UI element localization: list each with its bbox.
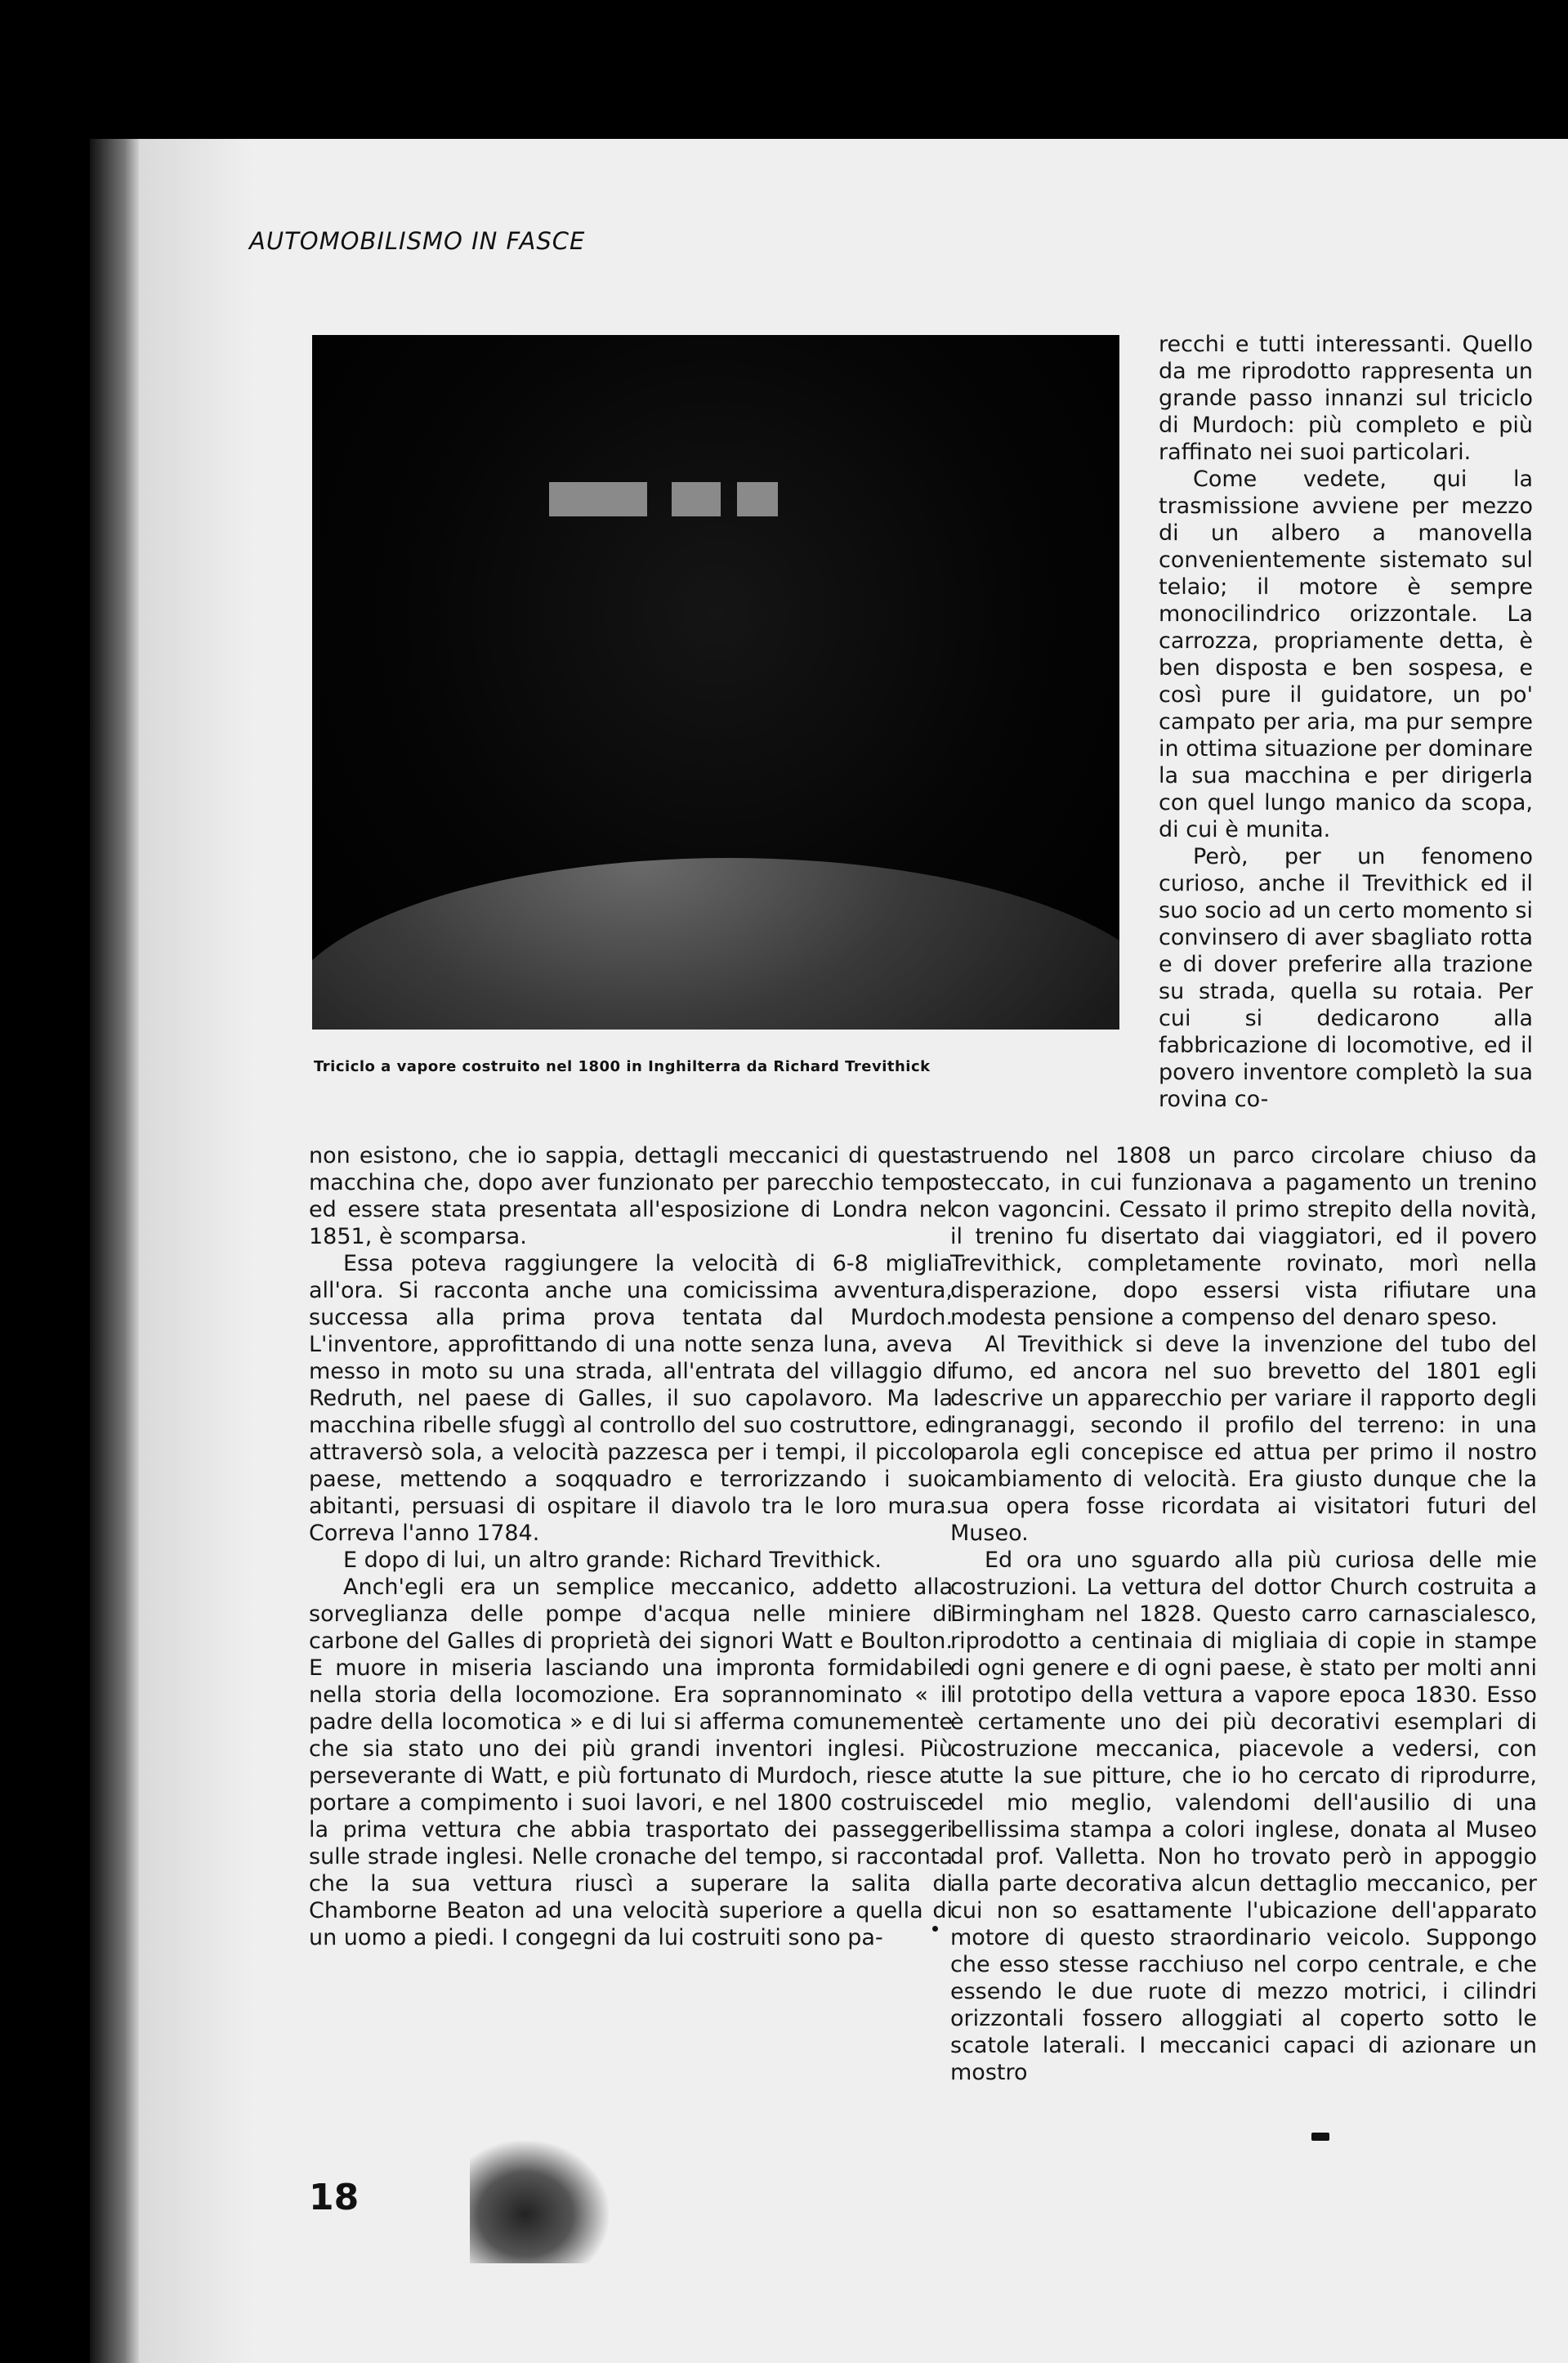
paragraph: Essa poteva raggiungere la velocità di 6-8 miglia all'ora. Si racconta anche una comicissima avventura, successa alla prima prova tentata dal Murdoch. L'inventore, approfittando di una notte senza luna, aveva messo in moto su una strada, all'entrata del villaggio di Redruth, nel paese di Galles, il suo capolavoro. Ma la macchina ribelle sfuggì al controllo del suo costruttore, ed attraversò sola, a velocità pazzesca per i tempi, il piccolo paese, mettendo a soqquadro e terrorizzando i suoi abitanti, persuasi di ospitare il diavolo tra le loro mura. Correva l'anno 1784. xyxy=(309,1251,953,1546)
paragraph: Però, per un fenomeno curioso, anche il Trevithick ed il suo socio ad un certo momento si convinsero di aver sbagliato rotta e di dover preferire alla trazione su strada, quella su rotaia. Per cui si dedicarono alla fabbricazione di locomotive, ed il povero inventore completò la sua rovina co- xyxy=(1159,844,1533,1112)
right-column-bottom xyxy=(950,1142,1537,2086)
photo-window-detail xyxy=(549,482,647,516)
page-number: 18 xyxy=(309,2177,360,2218)
right-column-top xyxy=(1159,331,1533,1113)
paragraph: struendo nel 1808 un parco circolare chiuso da steccato, in cui funzionava a pagamento un trenino con vagoncini. Cessato il primo strepito della novità, il trenino fu disertato dai viaggiatori, ed il povero Trevithick, completamente rovinato, morì nella disperazione, dopo essersi vista rifiutare una modesta pensione a compenso del denaro speso. xyxy=(950,1143,1537,1330)
running-header: AUTOMOBILISMO IN FASCE xyxy=(249,227,586,255)
paragraph: E dopo di lui, un altro grande: Richard Trevithick. xyxy=(343,1548,882,1573)
paragraph: Al Trevithick si deve la invenzione del tubo del fumo, ed ancora nel suo brevetto del 1801 egli descrive un apparecchio per variare il rapporto degli ingranaggi, secondo il profilo del terreno: in una parola egli concepisce ed attua per primo il nostro cambiamento di velocità. Era giusto dunque che la sua opera fosse ricordata ai visitatori futuri del Museo. xyxy=(950,1332,1537,1546)
left-column xyxy=(309,1142,953,1951)
paragraph: Ed ora uno sguardo alla più curiosa delle mie costruzioni. La vettura del dottor Church costruita a Birmingham nel 1828. Questo carro carnascialesco, riprodotto a centinaia di migliaia di copie in stampe di ogni genere e di ogni paese, è stato per molti anni il prototipo della vettura a vapore epoca 1830. Esso è certamente uno dei più decorativi esemplari di costruzione meccanica, piacevole a vedersi, con tutte la sue pitture, che io ho cercato di riprodurre, del mio meglio, valendomi dell'ausilio di una bellissima stampa a colori inglese, donata al Museo dal prof. Valletta. Non ho trovato però in appoggio alla parte decorativa alcun dettaglio meccanico, per cui non so esattamente l'ubicazione dell'apparato motore di questo straordinario veicolo. Suppongo che esso stesse racchiuso nel corpo centrale, e che essendo le due ruote di mezzo motrici, i cilindri orizzontali fossero alloggiati al coperto sotto le scatole laterali. I meccanici capaci di azionare un mostro xyxy=(950,1548,1537,2085)
photo-window-detail xyxy=(672,482,721,516)
paragraph: Come vedete, qui la trasmissione avviene per mezzo di un albero a manovella convenientemente sistemato sul telaio; il motore è sempre monocilindrico orizzontale. La carrozza, propriamente detta, è ben disposta e ben sospesa, e così pure il guidatore, un po' campato per aria, ma pur sempre in ottima situazione per dominare la sua macchina e per dirigerla con quel lungo manico da scopa, di cui è munita. xyxy=(1159,467,1533,842)
photo-window-detail xyxy=(737,482,778,516)
ink-mark xyxy=(1311,2133,1329,2141)
figure-caption: Triciclo a vapore costruito nel 1800 in Inghilterra da Richard Trevithick xyxy=(314,1058,931,1075)
paragraph: non esistono, che io sappia, dettagli meccanici di questa macchina che, dopo aver funzionato per parecchio tempo ed essere stata presentata all'esposizione di Londra nel 1851, è scomparsa. xyxy=(309,1143,953,1249)
ink-smudge xyxy=(470,2141,609,2263)
binding-shadow xyxy=(90,139,139,2363)
photo-ground xyxy=(312,858,1119,1030)
paragraph: recchi e tutti interessanti. Quello da me riprodotto rappresenta un grande passo innanzi sul triciclo di Murdoch: più completo e più raffinato nei suoi particolari. xyxy=(1159,332,1533,465)
tricycle-photo xyxy=(312,335,1119,1030)
paragraph: Anch'egli era un semplice meccanico, addetto alla sorveglianza delle pompe d'acqua nelle miniere di carbone del Galles di proprietà dei signori Watt e Boulton. E muore in miseria lasciando una impronta formidabile nella storia della locomozione. Era soprannominato « il padre della locomotica » e di lui si afferma comunemente che sia stato uno dei più grandi inventori inglesi. Più perseverante di Watt, e più fortunato di Murdoch, riesce a portare a compimento i suoi lavori, e nel 1800 costruisce la prima vettura che abbia trasportato dei passeggeri sulle strade inglesi. Nelle cronache del tempo, si racconta che la sua vettura riuscì a superare la salita di Chamborne Beaton ad una velocità superiore a quella di un uomo a piedi. I congegni da lui costruiti sono pa- xyxy=(309,1575,953,1950)
ink-dot xyxy=(932,1926,938,1932)
